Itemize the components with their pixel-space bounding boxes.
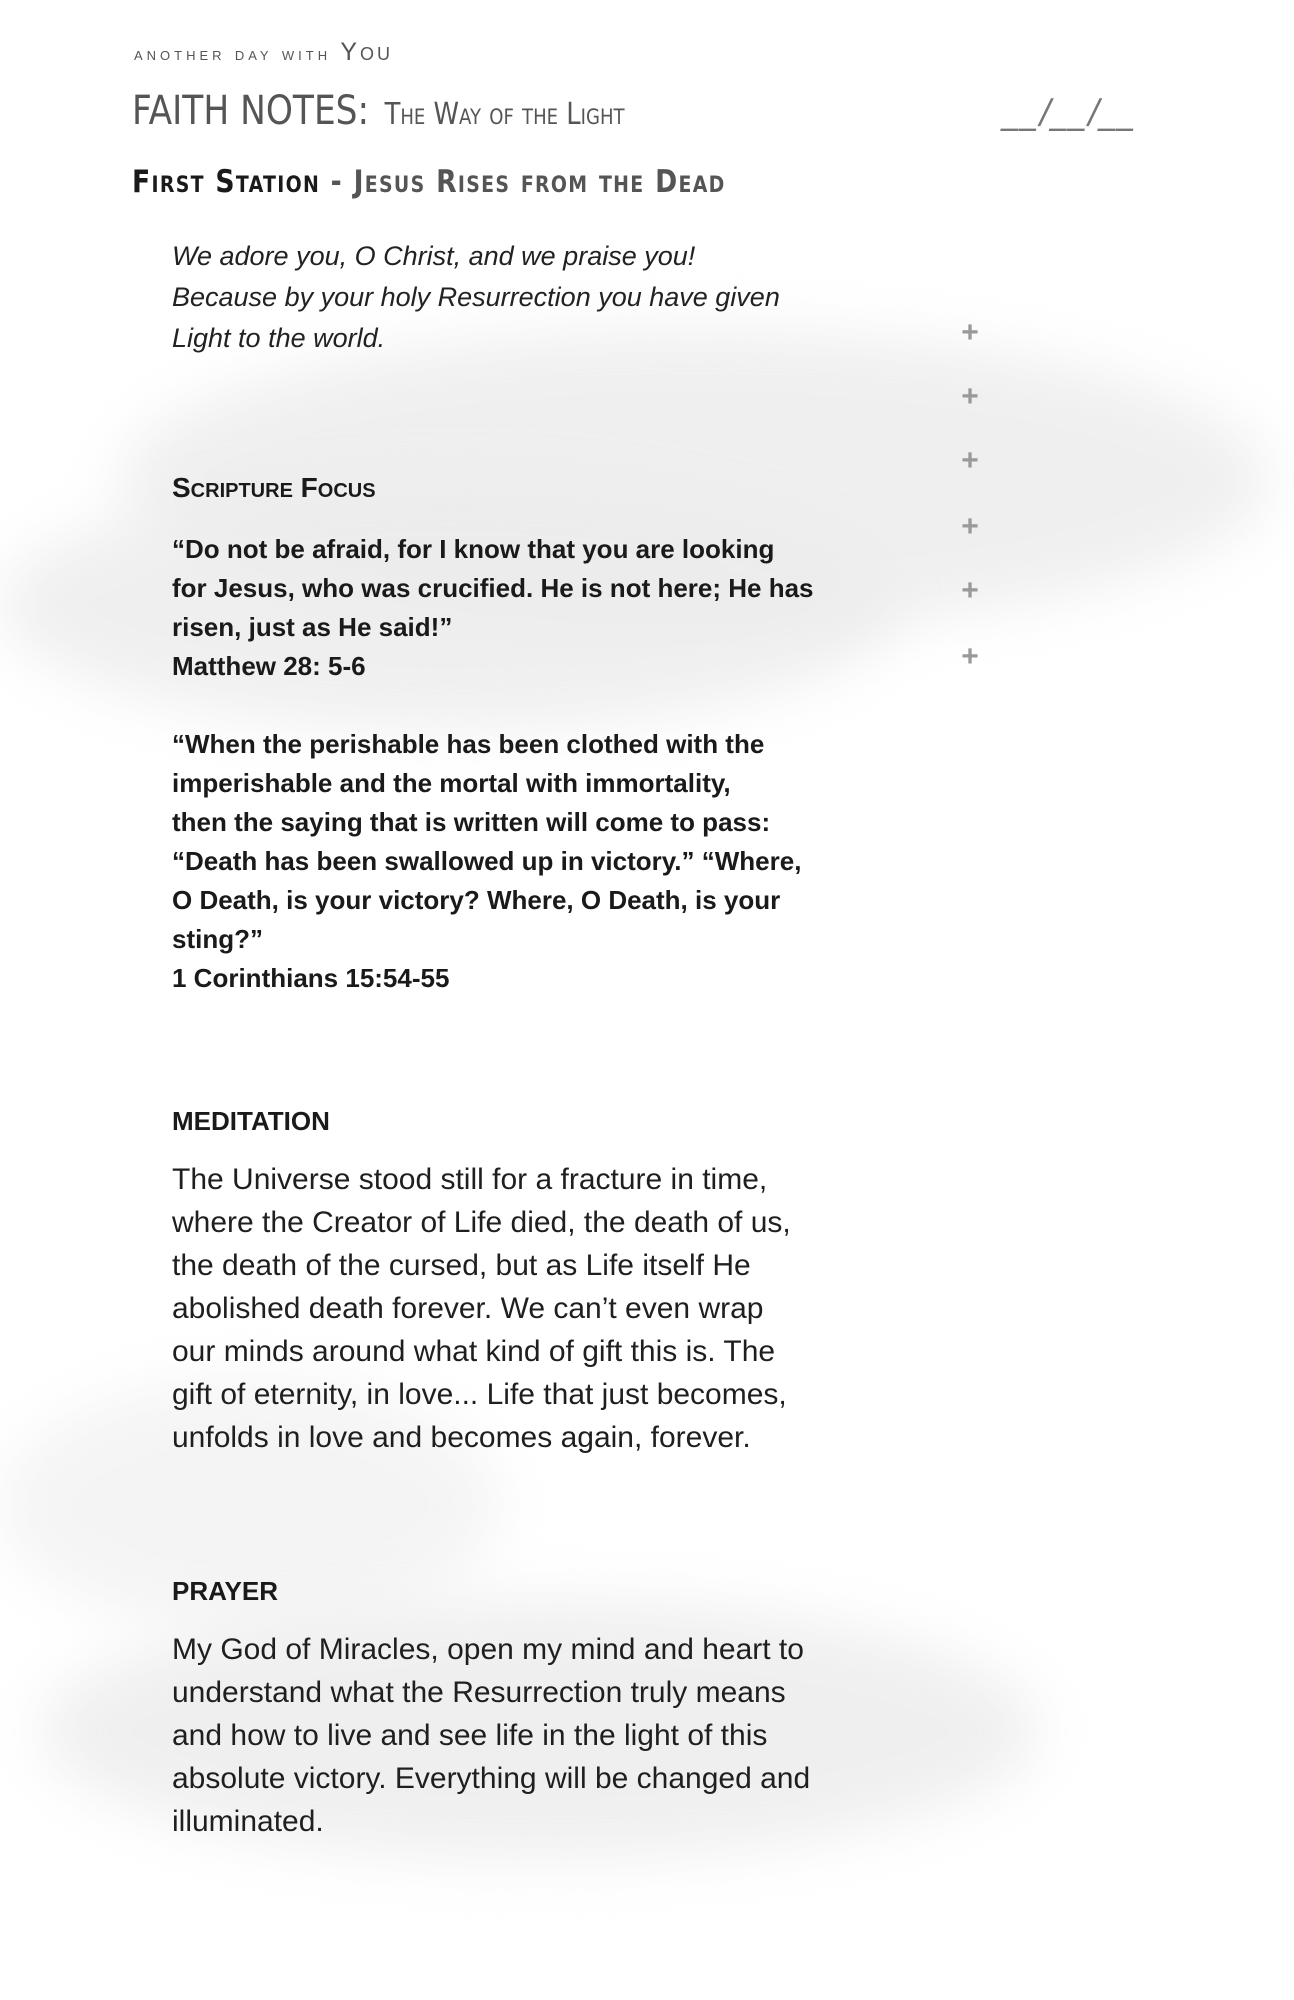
meditation-line: the death of the cursed, but as Life itself He <box>172 1249 751 1282</box>
quote-line: imperishable and the mortal with immortality, <box>172 768 731 798</box>
station-separator: - <box>320 164 354 200</box>
cross-icon: + <box>961 640 979 673</box>
quote-line: “Death has been swallowed up in victory.” “Where, <box>172 846 802 876</box>
meditation-line: where the Creator of Life died, the death of us, <box>172 1206 791 1239</box>
acclamation-line: Light to the world. <box>172 323 386 353</box>
cross-icon: + <box>961 510 979 543</box>
station-label: First Station <box>132 164 321 200</box>
page-title <box>132 88 625 134</box>
prayer-line: My God of Miracles, open my mind and heart to <box>172 1633 804 1666</box>
meditation-line: The Universe stood still for a fracture in time, <box>172 1163 768 1196</box>
series-title <box>134 38 393 67</box>
quote-line: O Death, is your victory? Where, O Death, is your <box>172 885 781 915</box>
prayer-line: absolute victory. Everything will be changed and <box>172 1762 811 1795</box>
station-heading <box>132 164 726 200</box>
title-main: FAITH NOTES: <box>132 88 370 134</box>
quote-line: sting?” <box>172 924 263 954</box>
series-prefix: another day with <box>134 44 341 65</box>
scripture-quote-2 <box>172 725 912 998</box>
cross-icon: + <box>961 380 979 413</box>
scripture-heading: Scripture Focus <box>172 472 376 503</box>
date-blank[interactable]: __/__/__ <box>1000 92 1141 132</box>
quote-reference: 1 Corinthians 15:54-55 <box>172 963 450 993</box>
meditation-body <box>172 1158 932 1459</box>
station-name: Jesus Rises from the Dead <box>353 164 726 200</box>
series-cap: You <box>340 38 394 66</box>
quote-line: for Jesus, who was crucified. He is not here; He has <box>172 573 814 603</box>
acclamation-line: Because by your holy Resurrection you have given <box>172 282 780 312</box>
prayer-body <box>172 1628 932 1843</box>
scripture-quote-1 <box>172 530 912 686</box>
quote-reference: Matthew 28: 5-6 <box>172 651 366 681</box>
prayer-heading: PRAYER <box>172 1576 278 1606</box>
quote-line: “When the perishable has been clothed with the <box>172 729 765 759</box>
quote-line: “Do not be afraid, for I know that you are looking <box>172 534 775 564</box>
quote-line: then the saying that is written will come to pass: <box>172 807 771 837</box>
acclamation-line: We adore you, O Christ, and we praise you! <box>172 241 696 271</box>
prayer-line: illuminated. <box>172 1805 324 1838</box>
acclamation <box>172 236 892 359</box>
meditation-line: our minds around what kind of gift this is. The <box>172 1335 776 1368</box>
title-sub: The Way of the Light <box>384 97 625 132</box>
meditation-heading: MEDITATION <box>172 1106 330 1136</box>
meditation-line: unfolds in love and becomes again, forever. <box>172 1421 751 1454</box>
cross-icon: + <box>961 316 979 349</box>
meditation-line: abolished death forever. We can’t even wrap <box>172 1292 764 1325</box>
cross-icon: + <box>961 444 979 477</box>
prayer-line: and how to live and see life in the light of this <box>172 1719 768 1752</box>
prayer-line: understand what the Resurrection truly means <box>172 1676 786 1709</box>
cross-icon: + <box>961 574 979 607</box>
quote-line: risen, just as He said!” <box>172 612 453 642</box>
meditation-line: gift of eternity, in love... Life that just becomes, <box>172 1378 787 1411</box>
